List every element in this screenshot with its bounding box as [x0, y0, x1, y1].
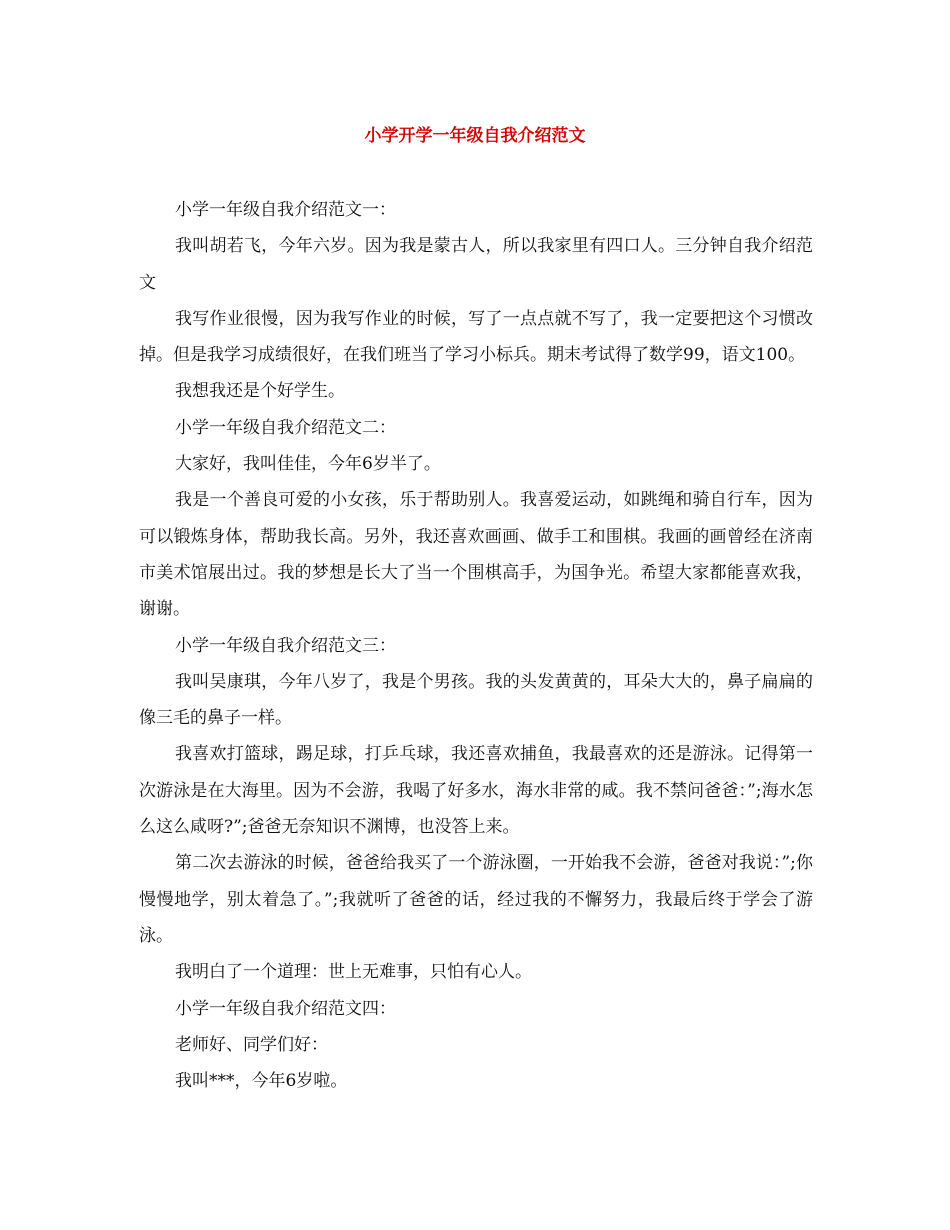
- paragraph: 小学一年级自我介绍范文三：: [175, 635, 396, 656]
- document-body: [139, 192, 813, 1099]
- paragraph: 我叫吴康琪，今年八岁了，我是个男孩。我的头发黄黄的，耳朵大大的，鼻子扁扁的像三毛的鼻子一样。: [139, 671, 813, 729]
- paragraph: 大家好，我叫佳佳，今年6岁半了。: [175, 454, 441, 475]
- paragraph: 我明白了一个道理：世上无难事，只怕有心人。: [175, 962, 532, 983]
- paragraph: 我想我还是个好学生。: [175, 381, 345, 402]
- paragraph: 我叫***，今年6岁啦。: [175, 1071, 348, 1092]
- paragraph: 小学一年级自我介绍范文一：: [175, 200, 396, 220]
- paragraph: 我写作业很慢，因为我写作业的时候，写了一点点就不写了，我一定要把这个习惯改掉。但是我学习成绩很好，在我们班当了学习小标兵。期末考试得了数学99，语文100。: [139, 308, 813, 366]
- paragraph: 我叫胡若飞，今年六岁。因为我是蒙古人，所以我家里有四口人。三分钟自我介绍范文: [139, 236, 813, 293]
- paragraph: 我是一个善良可爱的小女孩，乐于帮助别人。我喜爱运动，如跳绳和骑自行车，因为可以锻炼身体，帮助我长高。另外，我还喜欢画画、做手工和围棋。我画的画曾经在济南市美术馆展出过。我的梦想是长大了当一个围棋高手，为国争光。希望大家都能喜欢我，谢谢。: [139, 490, 813, 620]
- document-title: 小学开学一年级自我介绍范文: [364, 126, 586, 146]
- paragraph: 小学一年级自我介绍范文二：: [175, 417, 396, 438]
- paragraph: 我喜欢打篮球，踢足球，打乒乓球，我还喜欢捕鱼，我最喜欢的还是游泳。记得第一次游泳是在大海里。因为不会游，我喝了好多水，海水非常的咸。我不禁问爸爸：”;海水怎么这么咸呀?”;爸爸无奈知识不渊博，也没答上来。: [139, 744, 813, 838]
- paragraph: 小学一年级自我介绍范文四：: [175, 998, 396, 1019]
- paragraph: 第二次去游泳的时候，爸爸给我买了一个游泳圈，一开始我不会游，爸爸对我说：”;你慢慢地学，别太着急了。”;我就听了爸爸的话，经过我的不懈努力，我最后终于学会了游泳。: [139, 853, 813, 946]
- paragraph: 老师好、同学们好：: [175, 1034, 328, 1055]
